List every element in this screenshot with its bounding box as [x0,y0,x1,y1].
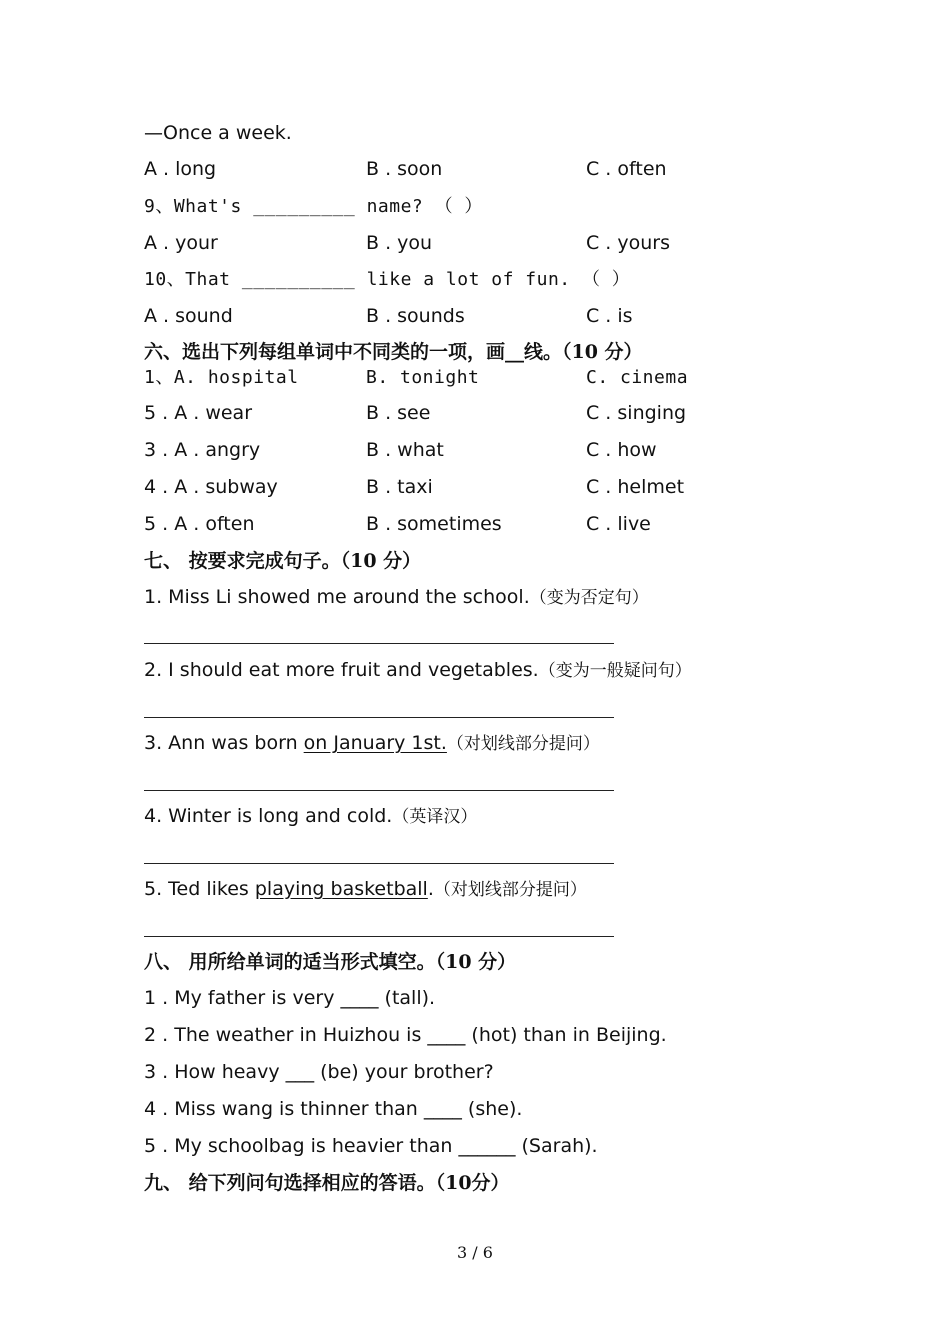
s7-item1-note: （变为否定句） [529,588,649,608]
s6-row5-a: 5 . A . often [144,513,255,535]
q8-option-c: C . often [586,158,667,180]
s7-item1-text: 1. Miss Li showed me around the school. [144,586,530,608]
s7-item1 [144,585,649,610]
s8-item5: 5 . My schoolbag is heavier than ______ (Sarah). [144,1135,598,1157]
s7-item2-note: （变为一般疑问句） [538,661,692,681]
s6-row5-c: C . live [586,513,651,535]
q10-option-b: B . sounds [366,305,465,327]
s6-row3-c: C . how [586,439,657,461]
s7-item4-text: 4. Winter is long and cold. [144,805,393,827]
s7-item4-note: （英译汉） [392,807,478,827]
s7-item3-text: 3. Ann was born [144,732,304,754]
s7-item2-text: 2. I should eat more fruit and vegetables. [144,659,539,681]
s7-item5-text: 5. Ted likes [144,878,255,900]
answer-line-4[interactable] [144,863,614,864]
answer-line-3[interactable] [144,790,614,791]
answer-line-5[interactable] [144,936,614,937]
q9-option-a: A . your [144,232,218,254]
s6-row2-a: 5 . A . wear [144,402,253,424]
q10-option-c: C . is [586,305,633,327]
s8-item1: 1 . My father is very ____ (tall). [144,987,436,1009]
s6-row5-b: B . sometimes [366,513,502,535]
s7-item2 [144,658,692,683]
s6-row4-a: 4 . A . subway [144,476,278,498]
section7-heading: 七、 按要求完成句子。（10 分） [144,550,422,572]
q9-option-b: B . you [366,232,433,254]
section6-heading: 六、选出下列每组单词中不同类的一项，画__线。（10 分） [144,341,643,363]
answer-line-2[interactable] [144,717,614,718]
s6-row1-a: 1、A. hospital [144,367,299,388]
q8-option-b: B . soon [366,158,443,180]
answer-line-1[interactable] [144,643,614,644]
section9-heading: 九、 给下列问句选择相应的答语。（10分） [144,1172,510,1194]
q9-option-c: C . yours [586,232,671,254]
page-number: 3 / 6 [457,1243,493,1262]
s6-row2-b: B . see [366,402,431,424]
s7-item3-note: （对划线部分提问） [446,734,600,754]
s6-row3-a: 3 . A . angry [144,439,261,461]
s6-row4-c: C . helmet [586,476,685,498]
s6-row4-b: B . taxi [366,476,433,498]
s7-item5-underlined: playing basketball [254,878,428,900]
s7-item3 [144,731,600,756]
s7-item5-note: （对划线部分提问） [433,880,587,900]
s6-row1-c: C. cinema [586,367,689,388]
s6-row3-b: B . what [366,439,444,461]
s7-item5 [144,877,587,902]
answer-line: —Once a week. [144,122,292,144]
q8-option-a: A . long [144,158,217,180]
s7-item4 [144,804,477,829]
s8-item2: 2 . The weather in Huizhou is ____ (hot) than in Beijing. [144,1024,667,1046]
s7-item5-period: . [427,878,434,900]
section8-heading: 八、 用所给单词的适当形式填空。（10 分） [144,951,517,973]
question-9: 9、What's _________ name? （ ） [144,196,483,217]
s8-item4: 4 . Miss wang is thinner than ____ (she). [144,1098,523,1120]
s6-row1-b: B. tonight [366,367,480,388]
s8-item3: 3 . How heavy ___ (be) your brother? [144,1061,494,1083]
question-10: 10、That __________ like a lot of fun. （ ） [144,269,631,290]
q10-option-a: A . sound [144,305,233,327]
s7-item3-underlined: on January 1st. [303,732,447,754]
s6-row2-c: C . singing [586,402,687,424]
